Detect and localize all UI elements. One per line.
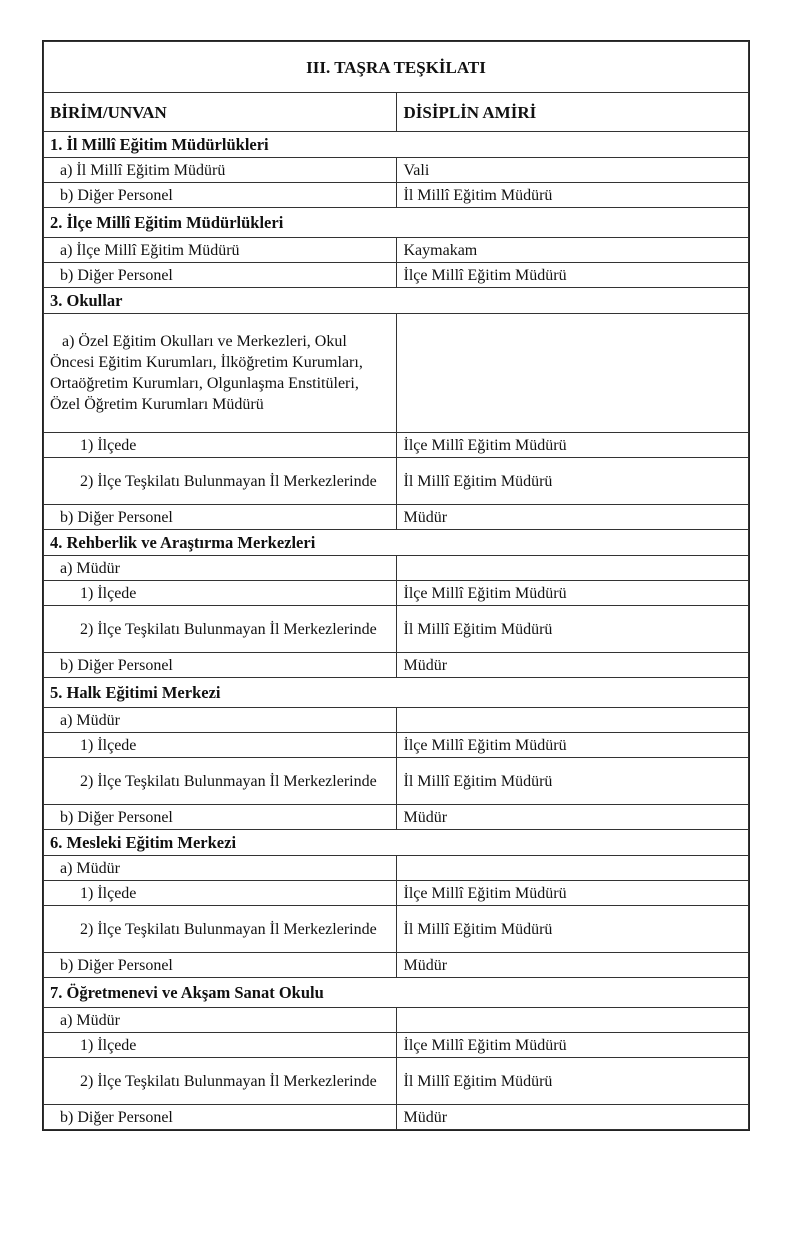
table-title-row <box>44 42 749 93</box>
unit-cell: 1) İlçede <box>44 733 397 758</box>
authority-cell: Müdür <box>396 653 749 678</box>
section-header <box>44 830 749 856</box>
table-row <box>44 708 749 733</box>
authority-cell: İlçe Millî Eğitim Müdürü <box>396 881 749 906</box>
section-header <box>44 678 749 708</box>
authority-cell: İl Millî Eğitim Müdürü <box>396 906 749 953</box>
unit-cell: 2) İlçe Teşkilatı Bulunmayan İl Merkezlerinde <box>44 606 397 653</box>
unit-cell: 1) İlçede <box>44 881 397 906</box>
authority-cell: İlçe Millî Eğitim Müdürü <box>396 733 749 758</box>
table-row <box>44 183 749 208</box>
table-row <box>44 1008 749 1033</box>
unit-cell: b) Diğer Personel <box>44 953 397 978</box>
table-row <box>44 158 749 183</box>
discipline-authority-table <box>42 40 750 1131</box>
authority-cell: Müdür <box>396 805 749 830</box>
section-header <box>44 530 749 556</box>
authority-cell: Müdür <box>396 505 749 530</box>
unit-cell: a) Özel Eğitim Okulları ve Merkezleri, Okul Öncesi Eğitim Kurumları, İlköğretim Kurumları, Ortaöğretim Kurumları, Olgunlaşma Enstitüleri, Özel Öğretim Kurumları Müdürü <box>44 314 397 433</box>
authority-cell-empty <box>396 556 749 581</box>
unit-cell: a) İlçe Millî Eğitim Müdürü <box>44 238 397 263</box>
table-row <box>44 314 749 433</box>
unit-cell: 1) İlçede <box>44 1033 397 1058</box>
authority-cell: İl Millî Eğitim Müdürü <box>396 183 749 208</box>
table-row <box>44 263 749 288</box>
section-header <box>44 288 749 314</box>
section-title: 1. İl Millî Eğitim Müdürlükleri <box>44 132 749 158</box>
table-row <box>44 433 749 458</box>
table-row <box>44 805 749 830</box>
unit-cell: a) Müdür <box>44 1008 397 1033</box>
unit-cell: b) Diğer Personel <box>44 505 397 530</box>
section-title: 3. Okullar <box>44 288 749 314</box>
table-row <box>44 906 749 953</box>
authority-cell: İl Millî Eğitim Müdürü <box>396 1058 749 1105</box>
section-title: 6. Mesleki Eğitim Merkezi <box>44 830 749 856</box>
table-row <box>44 1033 749 1058</box>
table-row <box>44 238 749 263</box>
authority-cell: İlçe Millî Eğitim Müdürü <box>396 581 749 606</box>
unit-cell: b) Diğer Personel <box>44 805 397 830</box>
authority-cell: İlçe Millî Eğitim Müdürü <box>396 263 749 288</box>
table-row <box>44 581 749 606</box>
section-title: 4. Rehberlik ve Araştırma Merkezleri <box>44 530 749 556</box>
authority-cell-empty <box>396 1008 749 1033</box>
authority-cell: Müdür <box>396 1105 749 1130</box>
table-row <box>44 953 749 978</box>
unit-cell: a) İl Millî Eğitim Müdürü <box>44 158 397 183</box>
unit-cell: a) Müdür <box>44 556 397 581</box>
unit-cell: 2) İlçe Teşkilatı Bulunmayan İl Merkezlerinde <box>44 906 397 953</box>
section-title: 2. İlçe Millî Eğitim Müdürlükleri <box>44 208 749 238</box>
section-header <box>44 978 749 1008</box>
unit-cell: b) Diğer Personel <box>44 1105 397 1130</box>
unit-cell: 2) İlçe Teşkilatı Bulunmayan İl Merkezlerinde <box>44 458 397 505</box>
unit-cell: b) Diğer Personel <box>44 183 397 208</box>
table-row <box>44 606 749 653</box>
authority-cell-empty <box>396 856 749 881</box>
table-row <box>44 1105 749 1130</box>
unit-cell: 2) İlçe Teşkilatı Bulunmayan İl Merkezlerinde <box>44 1058 397 1105</box>
header-authority: DİSİPLİN AMİRİ <box>396 93 749 132</box>
section-header <box>44 132 749 158</box>
unit-cell: 1) İlçede <box>44 581 397 606</box>
header-unit: BİRİM/UNVAN <box>44 93 397 132</box>
unit-cell: 1) İlçede <box>44 433 397 458</box>
authority-cell: İlçe Millî Eğitim Müdürü <box>396 433 749 458</box>
authority-cell: İl Millî Eğitim Müdürü <box>396 606 749 653</box>
unit-cell: a) Müdür <box>44 708 397 733</box>
table-row <box>44 653 749 678</box>
table <box>43 41 749 1130</box>
authority-cell: Kaymakam <box>396 238 749 263</box>
table-row <box>44 458 749 505</box>
table-row <box>44 556 749 581</box>
authority-cell-empty <box>396 314 749 433</box>
table-title: III. TAŞRA TEŞKİLATI <box>44 42 749 93</box>
authority-cell: İlçe Millî Eğitim Müdürü <box>396 1033 749 1058</box>
section-title: 7. Öğretmenevi ve Akşam Sanat Okulu <box>44 978 749 1008</box>
table-row <box>44 856 749 881</box>
unit-cell: a) Müdür <box>44 856 397 881</box>
section-header <box>44 208 749 238</box>
section-title: 5. Halk Eğitimi Merkezi <box>44 678 749 708</box>
authority-cell: Müdür <box>396 953 749 978</box>
table-row <box>44 758 749 805</box>
header-row <box>44 93 749 132</box>
authority-cell-empty <box>396 708 749 733</box>
authority-cell: İl Millî Eğitim Müdürü <box>396 458 749 505</box>
table-row <box>44 1058 749 1105</box>
table-row <box>44 505 749 530</box>
unit-cell: 2) İlçe Teşkilatı Bulunmayan İl Merkezlerinde <box>44 758 397 805</box>
authority-cell: İl Millî Eğitim Müdürü <box>396 758 749 805</box>
table-row <box>44 881 749 906</box>
table-row <box>44 733 749 758</box>
unit-cell: b) Diğer Personel <box>44 653 397 678</box>
unit-cell: b) Diğer Personel <box>44 263 397 288</box>
authority-cell: Vali <box>396 158 749 183</box>
